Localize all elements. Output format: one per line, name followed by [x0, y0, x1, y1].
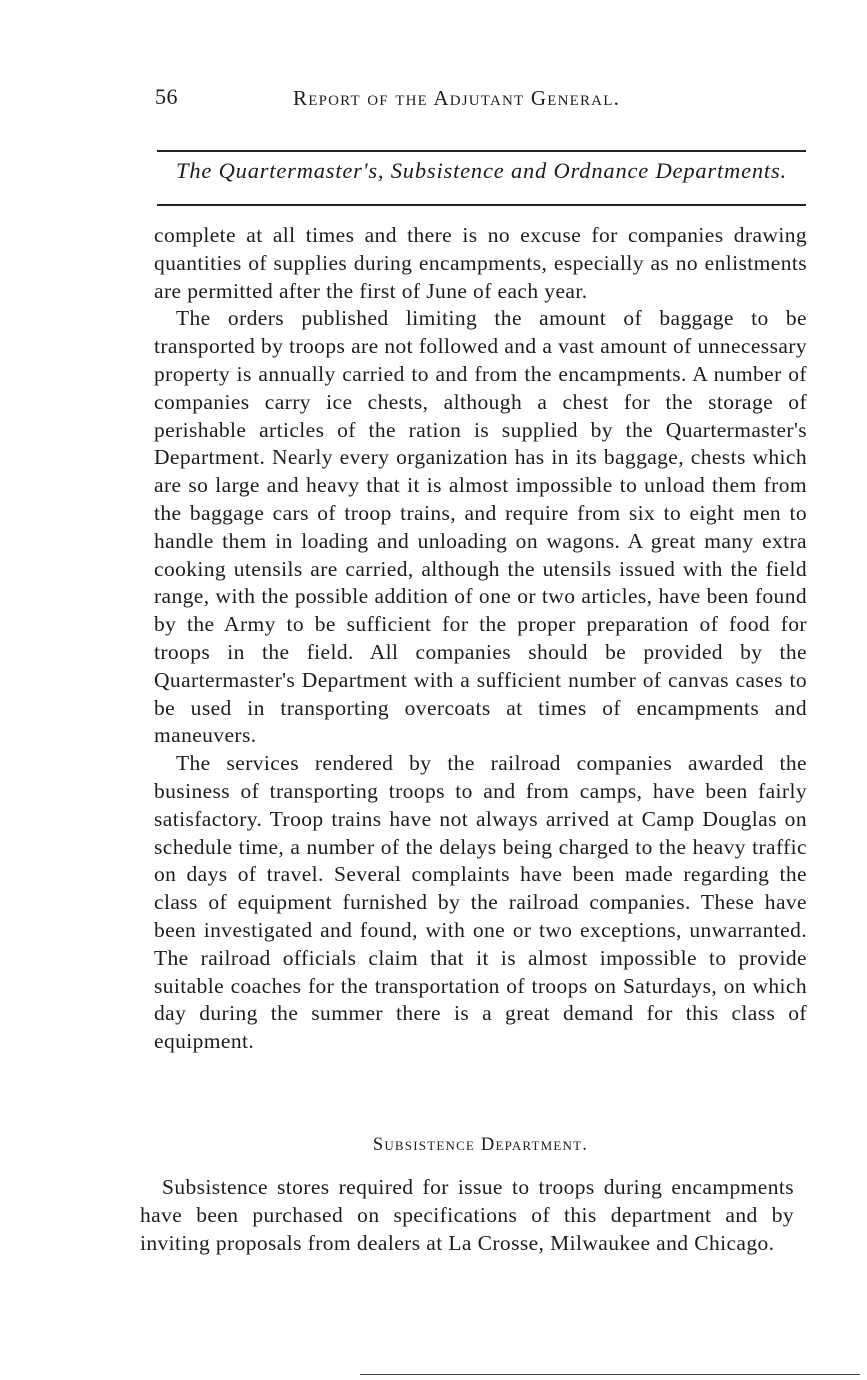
- top-rule: [157, 150, 806, 152]
- section-title: The Quartermaster's, Subsistence and Ordnance Departments.: [176, 158, 787, 183]
- main-body-text: [154, 222, 807, 1056]
- paragraph-subsistence: Subsistence stores required for issue to troops during encampments have been purchased on specifications of this department and by inviting proposals from dealers at La Crosse, Milwaukee and Chicago.: [140, 1175, 794, 1255]
- subsection-heading: Subsistence Department.: [372, 1135, 589, 1155]
- bottom-rule: [157, 204, 806, 206]
- subsistence-body-text: [140, 1174, 794, 1257]
- paragraph-railroad: The services rendered by the railroad companies awarded the business of transporting troops to and from camps, have been fairly satisfactory. Troop trains have not always arrived at Camp Douglas on schedule time, a number of the delays being charged to the heavy traffic on days of travel. Several complaints have been made regarding the class of equipment furnished by the railroad companies. These have been investigated and found, with one or two exceptions, unwarranted. The railroad officials claim that it is almost impossible to provide suitable coaches for the transportation of troops on Saturdays, on which day during the summer there is a great demand for this class of equipment.: [154, 751, 807, 1054]
- paragraph-continued: complete at all times and there is no excuse for companies drawing quantities of supplies during encampments, especially as no enlistments are permitted after the first of June of each year.: [154, 223, 807, 303]
- paragraph-baggage: The orders published limiting the amount of baggage to be transported by troops are not followed and a vast amount of unnecessary property is annually carried to and from the encampments. A number of companies carry ice chests, although a chest for the storage of perishable articles of the ration is supplied by the Quartermaster's Department. Nearly every organization has in its baggage, chests which are so large and heavy that it is almost impossible to unload them from the baggage cars of troop trains, and require from six to eight men to handle them in loading and unloading on wagons. A great many extra cooking utensils are carried, although the utensils issued with the field range, with the possible addition of one or two articles, have been found by the Army to be sufficient for the proper preparation of food for troops in the field. All companies should be provided by the Quartermaster's Department with a sufficient number of canvas cases to be used in transporting overcoats at times of encampments and maneuvers.: [154, 306, 807, 748]
- page-number: 56: [155, 84, 178, 109]
- report-title: Report of the Adjutant General.: [293, 86, 621, 110]
- running-head: [155, 84, 805, 118]
- page-bottom-rule: [360, 1374, 860, 1375]
